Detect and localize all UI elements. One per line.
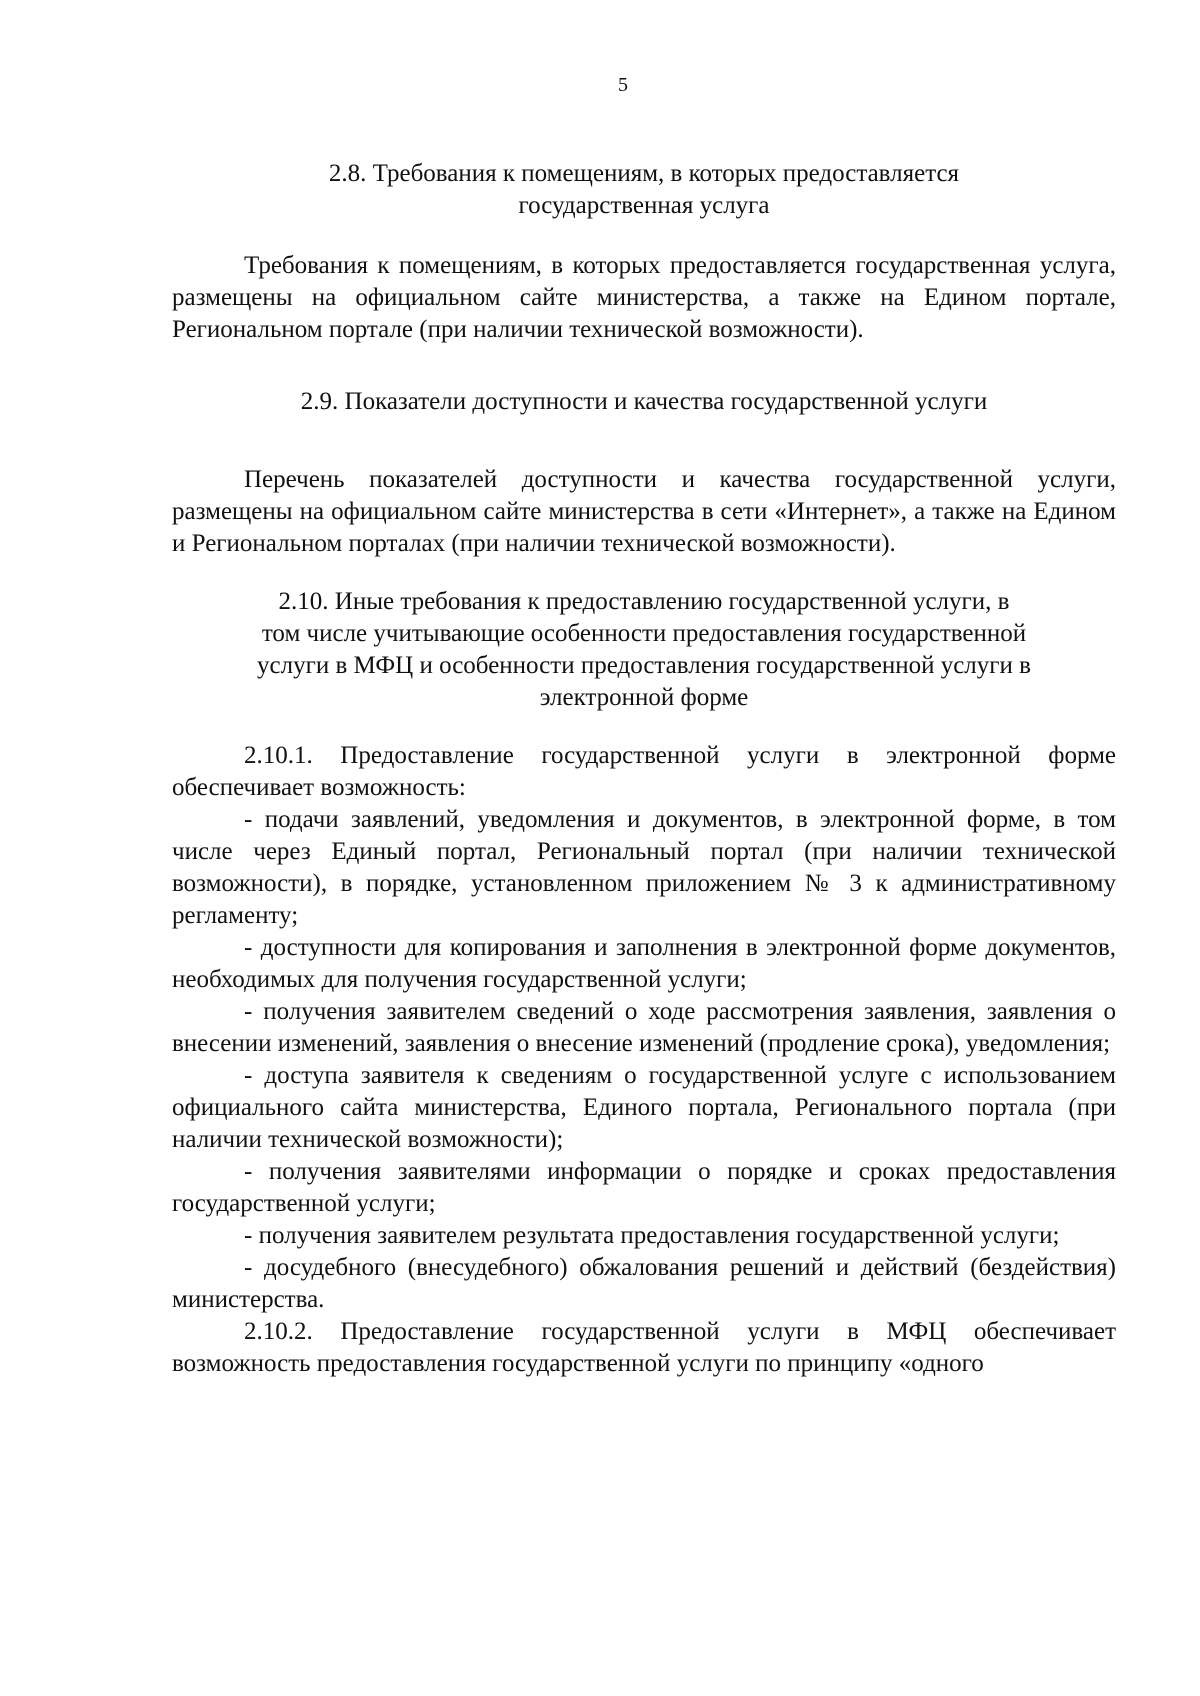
section-2-10	[172, 586, 1116, 1380]
list-item: - получения заявителями информации о порядке и сроках предоставления государственной услуги;	[172, 1158, 1116, 1217]
paragraph-2-10-1: 2.10.1. Предоставление государственной услуги в электронной форме обеспечивает возможность:	[172, 742, 1116, 801]
list-item: - доступа заявителя к сведениям о государственной услуге с использованием официального сайта министерства, Единого портала, Регионального портала (при наличии технической возможности);	[172, 1062, 1116, 1153]
section-heading-2-8	[172, 158, 1116, 222]
document-body	[172, 158, 1116, 1380]
section-heading-2-9: 2.9. Показатели доступности и качества государственной услуги	[300, 388, 988, 415]
section-heading-2-10	[172, 586, 1116, 714]
list-item: - получения заявителем сведений о ходе рассмотрения заявления, заявления о внесении изменений, заявления о внесение изменений (продление срока), уведомления;	[172, 998, 1116, 1057]
page-number: 5	[618, 74, 628, 96]
heading-line: 2.10. Иные требования к предоставлению государственной услуги, в	[278, 588, 1010, 615]
heading-line: услуги в МФЦ и особенности предоставления государственной услуги в	[257, 652, 1031, 679]
paragraph-2-9: Перечень показателей доступности и качества государственной услуги, размещены на официальном сайте министерства в сети «Интернет», а также на Едином и Региональном порталах (при наличии технической возможности).	[172, 466, 1116, 557]
heading-line: государственная услуга	[518, 192, 770, 219]
heading-line: электронной форме	[539, 684, 749, 711]
section-2-8	[172, 158, 1116, 346]
heading-line: том числе учитывающие особенности предоставления государственной	[261, 620, 1027, 647]
list-item: - подачи заявлений, уведомления и документов, в электронной форме, в том числе через Единый портал, Региональный портал (при наличии технической возможности), в порядке, установленном приложением № 3 к административному регламенту;	[172, 806, 1116, 929]
section-2-9	[172, 386, 1116, 560]
list-item: - досудебного (внесудебного) обжалования решений и действий (бездействия) министерства.	[172, 1254, 1116, 1313]
list-item: - получения заявителем результата предоставления государственной услуги;	[244, 1222, 1060, 1249]
paragraph-2-10-2: 2.10.2. Предоставление государственной услуги в МФЦ обеспечивает возможность предоставления государственной услуги по принципу «одного	[172, 1318, 1116, 1377]
heading-line: 2.8. Требования к помещениям, в которых предоставляется	[328, 160, 960, 187]
list-item: - доступности для копирования и заполнения в электронной форме документов, необходимых для получения государственной услуги;	[172, 934, 1116, 993]
paragraph-2-8: Требования к помещениям, в которых предоставляется государственная услуга, размещены на официальном сайте министерства, а также на Едином портале, Региональном портале (при наличии технической возможности).	[172, 252, 1116, 343]
